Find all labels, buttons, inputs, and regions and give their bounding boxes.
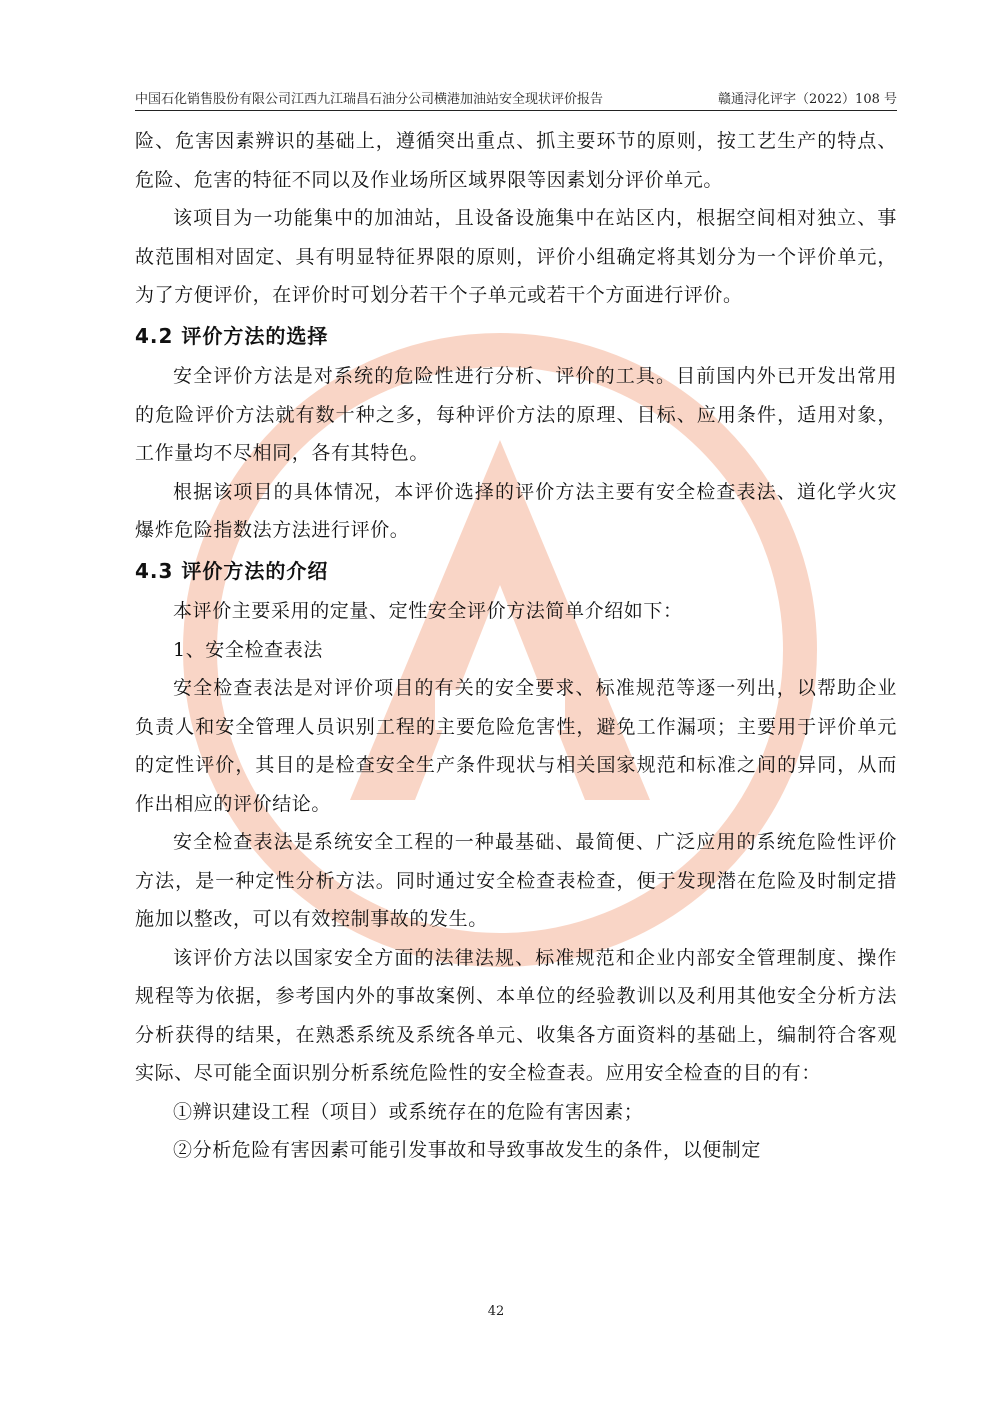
paragraph: 安全检查表法是对评价项目的有关的安全要求、标准规范等逐一列出，以帮助企业负责人和安全管理人员识别工程的主要危险危害性，避免工作漏项；主要用于评价单元的定性评价，其目的是检查安全生产条件现状与相关国家规范和标准之间的异同，从而作出相应的评价结论。 bbox=[135, 677, 897, 815]
paragraph: 险、危害因素辨识的基础上，遵循突出重点、抓主要环节的原则，按工艺生产的特点、危险、危害的特征不同以及作业场所区域界限等因素划分评价单元。 bbox=[135, 130, 897, 191]
body-text bbox=[135, 122, 897, 1170]
paragraph: 该评价方法以国家安全方面的法律法规、标准规范和企业内部安全管理制度、操作规程等为依据，参考国内外的事故案例、本单位的经验教训以及利用其他安全分析方法分析获得的结果，在熟悉系统及系统各单元、收集各方面资料的基础上，编制符合客观实际、尽可能全面识别分析系统危险性的安全检查表。应用安全检查的目的有： bbox=[135, 946, 897, 1084]
paragraph: 根据该项目的具体情况，本评价选择的评价方法主要有安全检查表法、道化学火灾爆炸危险指数法方法进行评价。 bbox=[135, 480, 897, 541]
section-heading: 4.3 评价方法的介绍 bbox=[135, 558, 329, 583]
paragraph: 该项目为一功能集中的加油站，且设备设施集中在站区内，根据空间相对独立、事故范围相对固定、具有明显特征界限的原则，评价小组确定将其划分为一个评价单元，为了方便评价，在评价时可划分若干个子单元或若干个方面进行评价。 bbox=[135, 207, 897, 306]
paragraph: 安全检查表法是系统安全工程的一种最基础、最简便、广泛应用的系统危险性评价方法，是一种定性分析方法。同时通过安全检查表检查，便于发现潜在危险及时制定措施加以整改，可以有效控制事故的发生。 bbox=[135, 831, 897, 930]
header-document-number: 赣通浔化评字（2022）108 号 bbox=[717, 92, 897, 107]
section-heading: 4.2 评价方法的选择 bbox=[135, 323, 329, 348]
page-number: 42 bbox=[487, 1304, 505, 1319]
header-report-title: 中国石化销售股份有限公司江西九江瑞昌石油分公司横港加油站安全现状评价报告 bbox=[135, 92, 604, 107]
paragraph: 安全评价方法是对系统的危险性进行分析、评价的工具。目前国内外已开发出常用的危险评价方法就有数十种之多，每种评价方法的原理、目标、应用条件，适用对象，工作量均不尽相同，各有其特色。 bbox=[135, 365, 897, 464]
paragraph: ②分析危险有害因素可能引发事故和导致事故发生的条件，以便制定 bbox=[173, 1139, 762, 1161]
paragraph: ①辨识建设工程（项目）或系统存在的危险有害因素； bbox=[173, 1100, 644, 1123]
paragraph: 本评价主要采用的定量、定性安全评价方法简单介绍如下： bbox=[173, 600, 683, 622]
page-header bbox=[135, 88, 897, 111]
paragraph: 1、安全检查表法 bbox=[173, 638, 323, 661]
